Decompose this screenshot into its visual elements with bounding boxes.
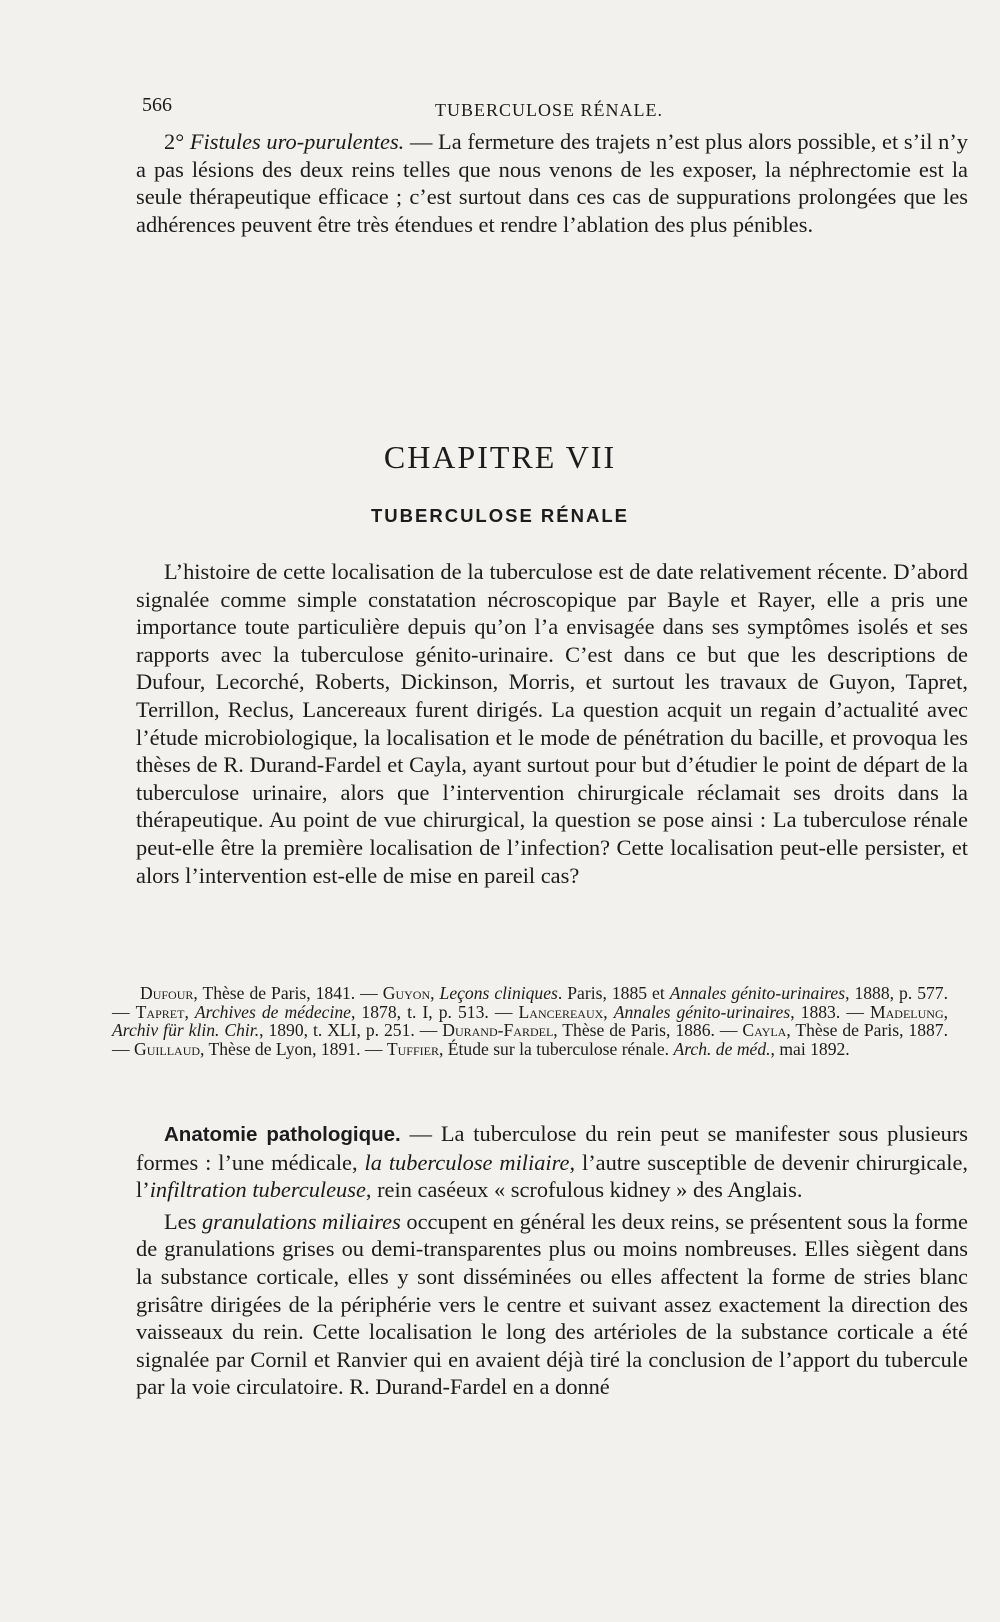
running-title: TUBERCULOSE RÉNALE. bbox=[435, 100, 663, 120]
ref-text: , Étude sur la tuberculose rénale. bbox=[438, 1038, 674, 1059]
intro-section bbox=[136, 128, 968, 238]
anatomy-heading: Anatomie pathologique. bbox=[164, 1123, 401, 1146]
ref-journal: Archiv für klin. Chir. bbox=[112, 1020, 260, 1041]
page-header bbox=[0, 94, 1000, 124]
anatomy-paragraph-2 bbox=[136, 1208, 968, 1401]
ref-text: , mai 1892. bbox=[770, 1038, 850, 1059]
ref-text: , bbox=[430, 983, 440, 1003]
intro-italic-title: Fistules uro-purulentes. bbox=[189, 129, 405, 154]
anatomy-section bbox=[136, 1120, 968, 1401]
ref-author: Lancereaux bbox=[518, 1001, 604, 1022]
ref-author: Tuffier bbox=[386, 1038, 439, 1059]
anatomy-text: occupent en général les deux reins, se présentent sous la forme de granulations grises ou demi-transparentes plus ou moins nombreuses. Elles siègent dans la substance corticale, elles y sont disséminées ou elles affectent la forme de stries blanc grisâtre dirigées de la périphérie vers le centre et suivant assez exactement la direction des vaisseaux du rein. Cette localisation le long des artérioles de la substance corticale a été signalée par Cornil et Ranvier qui en avaient déjà tiré la conclusion de l’apport du tubercule par la voie circulatoire. R. Durand-Fardel en a donné bbox=[136, 1208, 968, 1400]
ref-title: Leçons cliniques bbox=[439, 983, 558, 1003]
anatomy-text: , l’autre susceptible de devenir chirurgicale, l’ bbox=[136, 1149, 968, 1203]
ref-author: Madelung bbox=[869, 1001, 944, 1022]
intro-lead: 2° bbox=[164, 129, 190, 154]
page-number: 566 bbox=[142, 94, 172, 116]
anatomy-italic: infiltration tuberculeuse bbox=[149, 1177, 366, 1203]
ref-text: , Thèse de Paris, 1887. — bbox=[112, 1020, 948, 1059]
ref-author: Durand-Fardel bbox=[442, 1020, 554, 1041]
anatomy-text: Les bbox=[164, 1208, 202, 1234]
ref-text: . Paris, 1885 et bbox=[557, 983, 670, 1003]
ref-text: , bbox=[603, 1001, 614, 1022]
anatomy-italic: la tuberculose miliaire bbox=[364, 1149, 570, 1175]
ref-text: , 1888, p. 577. — bbox=[112, 983, 949, 1022]
ref-journal: Annales génito-urinaires bbox=[613, 1001, 791, 1022]
ref-journal: Archives de médecine bbox=[194, 1001, 351, 1022]
anatomy-text: , rein caséeux « scrofulous kidney » des Anglais. bbox=[365, 1177, 803, 1203]
ref-author: Tapret bbox=[135, 1001, 185, 1022]
ref-text: , bbox=[184, 1001, 195, 1022]
chapter-title: CHAPITRE VII bbox=[383, 439, 617, 476]
ref-author: Guyon bbox=[382, 983, 431, 1003]
ref-journal: Arch. de méd. bbox=[673, 1038, 771, 1059]
references bbox=[112, 984, 948, 1058]
ref-text: , bbox=[943, 1001, 949, 1022]
reference-list bbox=[112, 984, 948, 1058]
intro-text: — La fermeture des trajets n’est plus alors possible, et s’il n’y a pas lésions des deux reins telles que nous venons de les exposer, la néphrectomie est la seule thérapeutique efficace ; c’est surtout dans ces cas de suppurations prolongées que les adhérences peuvent être très étendues et rendre l’ablation des plus pénibles. bbox=[136, 129, 969, 237]
ref-author: Cayla bbox=[742, 1020, 787, 1041]
ref-journal: Annales génito-urinaires bbox=[669, 983, 846, 1003]
ref-author: Guillaud bbox=[134, 1038, 201, 1059]
ref-text: , 1878, t. I, p. 513. — bbox=[350, 1001, 519, 1022]
ref-text: , Thèse de Lyon, 1891. — bbox=[200, 1038, 387, 1059]
ref-text: , Thèse de Paris, 1841. — bbox=[193, 983, 383, 1003]
ref-text: , Thèse de Paris, 1886. — bbox=[553, 1020, 743, 1041]
ref-author: Dufour bbox=[140, 983, 194, 1003]
intro-paragraph bbox=[136, 128, 968, 238]
anatomy-text: — La tuberculose du rein peut se manifester sous plusieurs formes : l’une médicale, bbox=[136, 1121, 968, 1175]
anatomy-paragraph-1 bbox=[136, 1120, 968, 1204]
ref-text: , 1890, t. XLI, p. 251. — bbox=[259, 1020, 443, 1041]
history-paragraph: L’histoire de cette localisation de la tuberculose est de date relativement récente. D’abord signalée comme simple constatation nécroscopique par Bayle et Rayer, elle a pris une importance toute particulière depuis qu’on l’a envisagée dans ses symptômes isolés et ses rapports avec la tuberculose génito-urinaire. C’est dans ce but que les descriptions de Dufour, Lecorché, Roberts, Dickinson, Morris, et surtout les travaux de Guyon, Tapret, Terrillon, Reclus, Lancereaux furent dirigés. La question acquit un regain d’actualité avec l’étude microbiologique, la localisation et le mode de pénétration du bacille, et provoqua les thèses de R. Durand-Fardel et Cayla, ayant surtout pour but d’étudier le point de départ de la tuberculose urinaire, alors que l’intervention chirurgicale réclamait ses droits dans la thérapeutique. Au point de vue chirurgical, la question se pose ainsi : La tuberculose rénale peut-elle être la première localisation de l’infection? Cette localisation peut-elle persister, et alors l’intervention est-elle de mise en pareil cas? bbox=[136, 559, 968, 888]
anatomy-italic: granulations miliaires bbox=[201, 1208, 401, 1234]
chapter-subtitle: TUBERCULOSE RÉNALE bbox=[370, 505, 629, 527]
ref-text: , 1883. — bbox=[790, 1001, 870, 1022]
history-section bbox=[136, 558, 968, 889]
